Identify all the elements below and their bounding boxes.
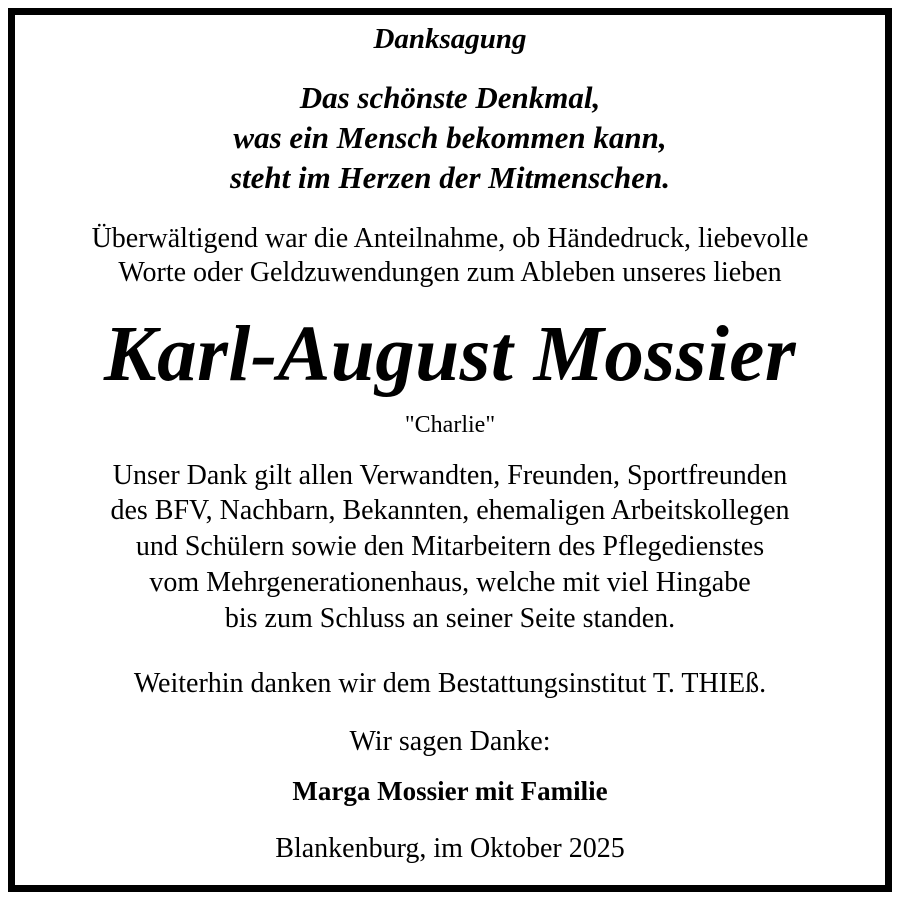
closing-text: Wir sagen Danke: — [349, 726, 551, 757]
quote-line-2: was ein Mensch bekommen kann, — [233, 120, 667, 155]
place-date: Blankenburg, im Oktober 2025 — [275, 833, 625, 864]
funeral-thanks: Weiterhin danken wir dem Bestattungsinstitut T. THIEß. — [133, 668, 767, 699]
intro-line-2: Worte oder Geldzuwendungen zum Ableben unseres lieben — [118, 257, 782, 288]
thanks-line-5: bis zum Schluss an seiner Seite standen. — [224, 603, 676, 634]
intro-line-1: Überwältigend war die Anteilnahme, ob Händedruck, liebevolle — [91, 223, 809, 254]
signature: Marga Mossier mit Familie — [292, 776, 608, 806]
thanks-line-1: Unser Dank gilt allen Verwandten, Freunden, Sportfreunden — [112, 460, 788, 491]
thanks-line-2: des BFV, Nachbarn, Bekannten, ehemaligen Arbeitskollegen — [110, 495, 790, 526]
nickname: "Charlie" — [404, 412, 496, 438]
notice-heading: Danksagung — [373, 23, 527, 55]
quote-line-3: steht im Herzen der Mitmenschen. — [229, 160, 671, 195]
thanks-line-3: und Schülern sowie den Mitarbeitern des Pflegedienstes — [135, 531, 765, 562]
quote-line-1: Das schönste Denkmal, — [299, 80, 601, 115]
deceased-name: Karl-August Mossier — [103, 311, 797, 398]
thanks-line-4: vom Mehrgenerationenhaus, welche mit viel Hingabe — [149, 567, 751, 598]
